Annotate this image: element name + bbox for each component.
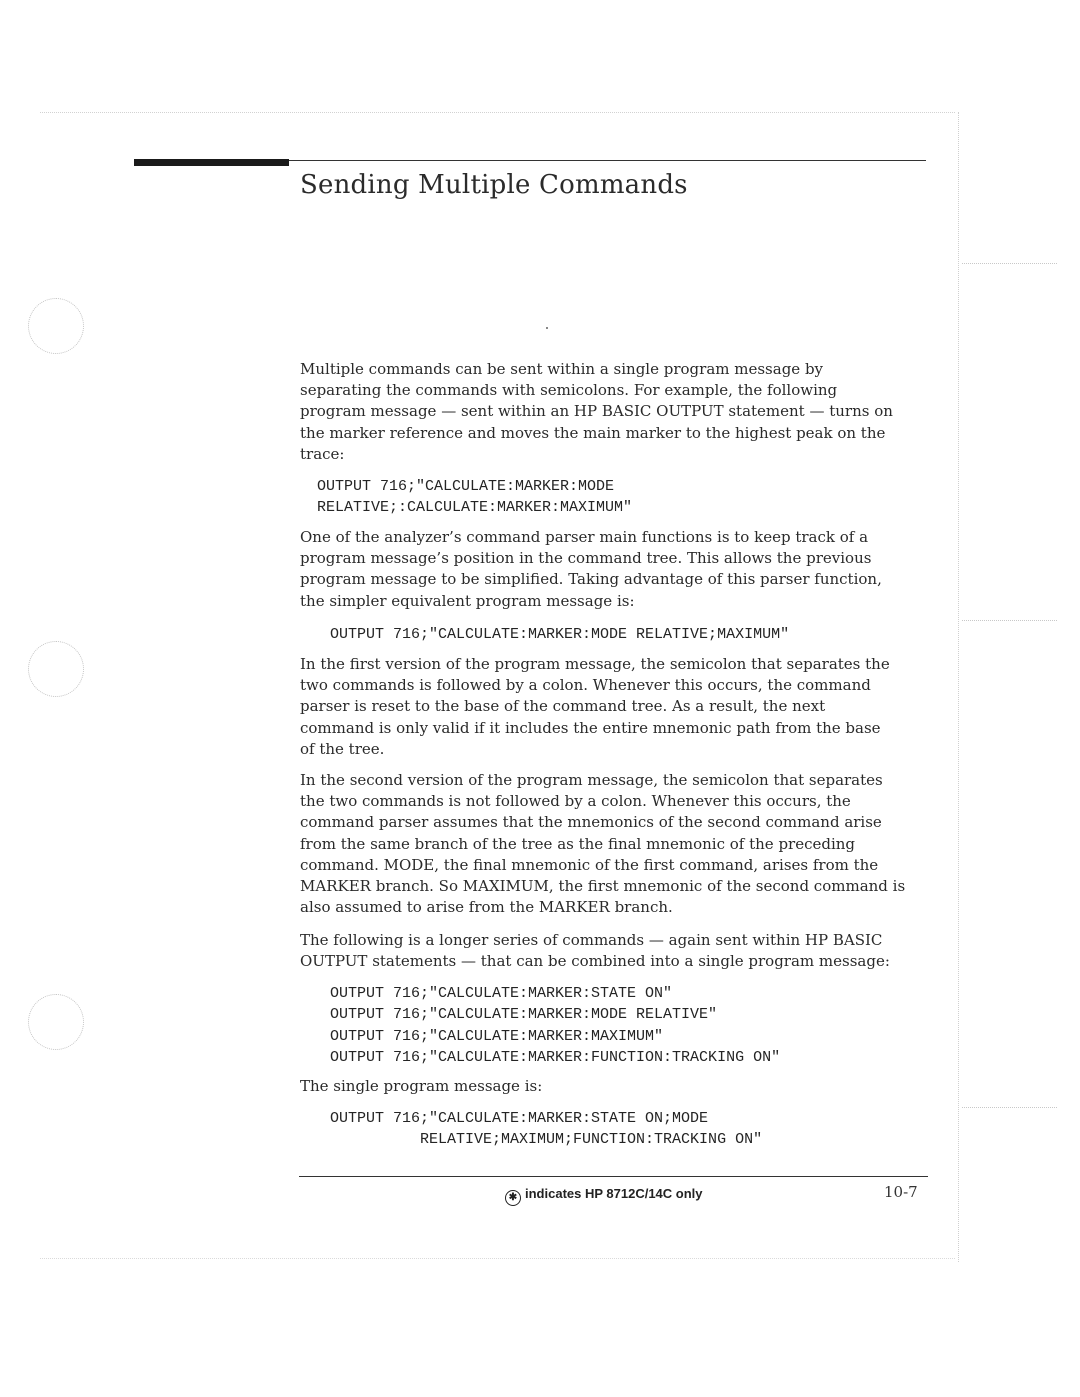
heading-rule — [289, 160, 926, 161]
footer-note-text: indicates HP 8712C/14C only — [525, 1186, 703, 1201]
page-number: 10-7 — [884, 1183, 918, 1201]
tab-divider-line — [962, 263, 1057, 264]
paragraph-second-version: In the second version of the program message, the semicolon that separates the two commands is not followed by a colon. Whenever this occurs, the command parser assumes that the mnemonics of the second command arise from the same branch of the tree as the final mnemonic of the preceding command. MODE, the final mnemonic of the first command, arises from the MARKER branch. So MAXIMUM, the first mnemonic of the second command is also assumed to arise from the MARKER branch. — [300, 771, 906, 917]
tab-divider-line — [962, 1107, 1057, 1108]
code-block-simplified: OUTPUT 716;"CALCULATE:MARKER:MODE RELATIVE;MAXIMUM" — [330, 626, 790, 643]
instrument-icon: ✱ — [505, 1190, 521, 1206]
heading-bar — [134, 159, 289, 166]
paragraph-longer-series: The following is a longer series of commands — again sent within HP BASIC OUTPUT statements — that can be combined into a single program message: — [300, 931, 890, 971]
footer-note — [505, 1186, 703, 1206]
paragraph-single-message: The single program message is: — [300, 1077, 543, 1095]
footer-rule — [299, 1176, 928, 1177]
paragraph-intro: Multiple commands can be sent within a single program message by separating the commands with semicolons. For example, the following program message — sent within an HP BASIC OUTPUT statement — turns on the marker reference and moves the main marker to the highest peak on the trace: — [300, 360, 893, 463]
tab-divider-line — [962, 620, 1057, 621]
page-title: Sending Multiple Commands — [300, 170, 688, 200]
binder-hole — [28, 994, 84, 1050]
paragraph-parser-tracking: One of the analyzer’s command parser main functions is to keep track of a program message’s position in the command tree. This allows the previous program message to be simplified. Taking advantage of this parser function, the simpler equivalent program message is: — [300, 528, 882, 610]
code-block-series: OUTPUT 716;"CALCULATE:MARKER:STATE ON" OUTPUT 716;"CALCULATE:MARKER:MODE RELATIVE" OUTPUT 716;"CALCULATE:MARKER:MAXIMUM" OUTPUT 716;"CALCULATE:MARKER:FUNCTION:TRACKING ON" — [330, 985, 781, 1067]
code-block-first-version: OUTPUT 716;"CALCULATE:MARKER:MODE RELATIVE;:CALCULATE:MARKER:MAXIMUM" — [317, 478, 633, 517]
binder-hole — [28, 641, 84, 697]
paragraph-first-version: In the first version of the program message, the semicolon that separates the two commands is followed by a colon. Whenever this occurs, the command parser is reset to the base of the command tree. As a result, the next command is only valid if it includes the entire mnemonic path from the base of the tree. — [300, 655, 890, 758]
scan-edge-right — [958, 112, 959, 1262]
scan-speck — [546, 327, 548, 329]
scan-edge-top — [40, 112, 955, 113]
scan-edge-bottom — [40, 1258, 955, 1259]
code-block-single-message: OUTPUT 716;"CALCULATE:MARKER:STATE ON;MODE RELATIVE;MAXIMUM;FUNCTION:TRACKING ON" — [330, 1110, 763, 1149]
binder-hole — [28, 298, 84, 354]
